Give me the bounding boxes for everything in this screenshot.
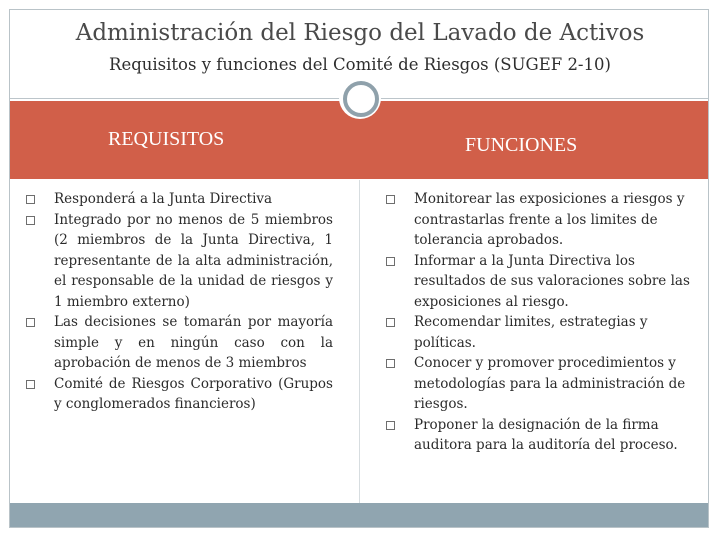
slide-subtitle: Requisitos y funciones del Comité de Riesgos (SUGEF 2-10) [109, 55, 611, 74]
list-item [26, 374, 333, 415]
list-item-text: Recomendar limites, estrategias y políticas. [414, 314, 648, 351]
circle-ring-icon [343, 81, 379, 117]
square-bullet-icon [26, 216, 35, 225]
square-bullet-icon [386, 318, 395, 327]
list-item [386, 312, 696, 353]
footer-bar [10, 503, 708, 527]
square-bullet-icon [26, 380, 35, 389]
list-item [386, 189, 696, 251]
requisitos-list [26, 189, 333, 415]
list-item [386, 415, 696, 456]
square-bullet-icon [386, 257, 395, 266]
list-item-text: Las decisiones se tomarán por mayoría simple y en ningún caso con la aprobación de menos de 3 miembros [54, 314, 333, 371]
list-item-text: Conocer y promover procedimientos y metodologías para la administración de riesgos. [414, 355, 686, 412]
list-item [26, 210, 333, 313]
funciones-heading: FUNCIONES [465, 134, 578, 156]
list-item-text: Integrado por no menos de 5 miembros (2 miembros de la Junta Directiva, 1 representante de la alta administración, el responsable de la unidad de riesgos y 1 miembro externo) [54, 211, 333, 310]
square-bullet-icon [386, 359, 395, 368]
slide-title: Administración del Riesgo del Lavado de Activos [75, 20, 645, 46]
column-divider [359, 180, 360, 503]
list-item [26, 189, 333, 210]
square-bullet-icon [26, 318, 35, 327]
list-item-text: Proponer la designación de la firma auditora para la auditoría del proceso. [414, 416, 678, 453]
square-bullet-icon [386, 195, 395, 204]
list-item-text: Responderá a la Junta Directiva [54, 191, 273, 207]
list-item [386, 251, 696, 313]
square-bullet-icon [26, 195, 35, 204]
list-item [26, 312, 333, 374]
requisitos-heading: REQUISITOS [108, 128, 225, 150]
square-bullet-icon [386, 421, 395, 430]
list-item [386, 353, 696, 415]
list-item-text: Comité de Riesgos Corporativo (Grupos y conglomerados financieros) [54, 375, 333, 412]
funciones-list [386, 189, 696, 456]
list-item-text: Informar a la Junta Directiva los resultados de sus valoraciones sobre las exposiciones al riesgo. [414, 252, 690, 310]
list-item-text: Monitorear las exposiciones a riesgos y contrastarlas frente a los limites de tolerancia aprobados. [414, 191, 685, 248]
